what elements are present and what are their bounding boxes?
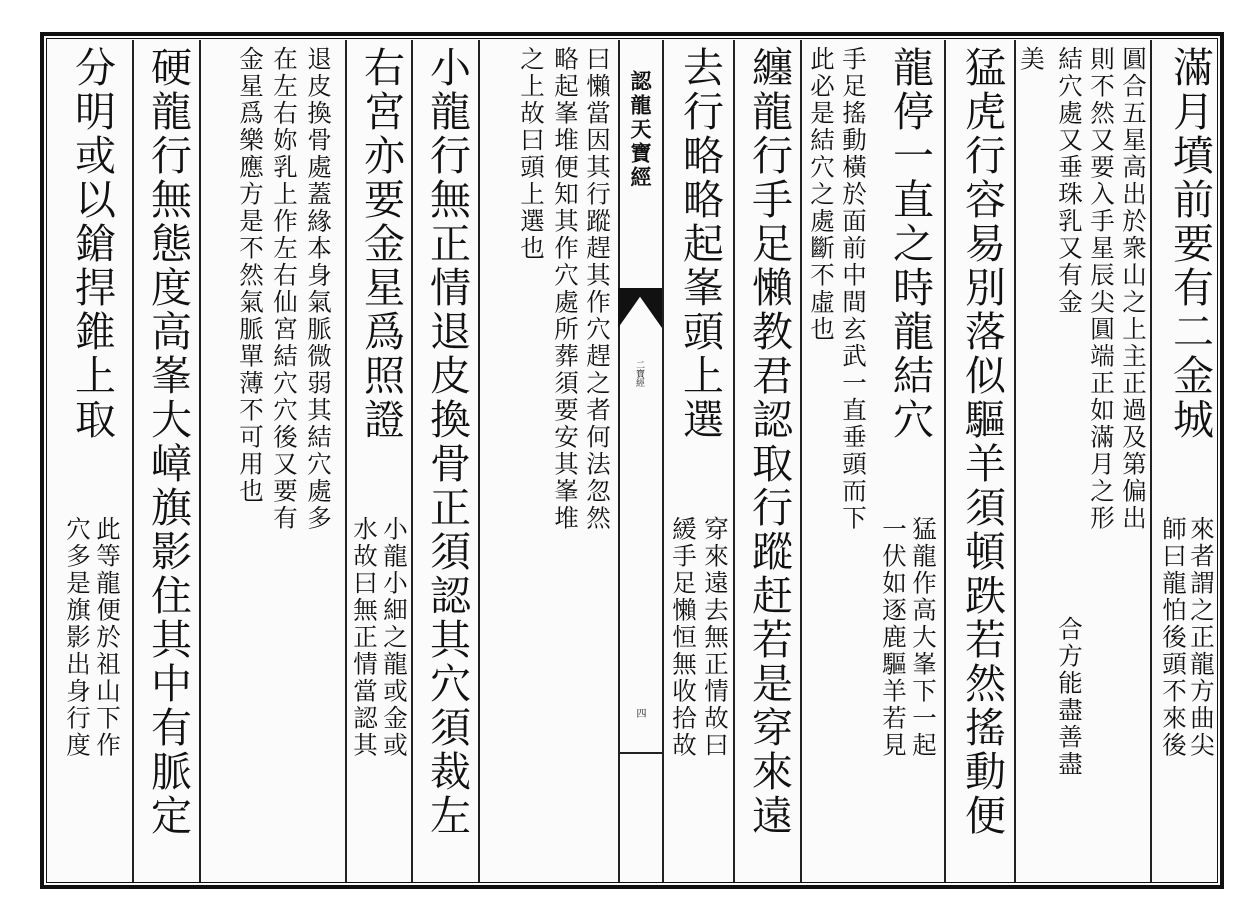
text-column-note [1150, 40, 1218, 880]
main-text: 小龍行無正情退皮換骨正須認其穴須裁左 [423, 46, 471, 838]
annotation-text: 此必是結穴之處斷不虛也 [807, 46, 836, 343]
annotation-text: 猛龍作高大峯下一起 [909, 516, 938, 759]
main-text: 纏龍行手足懶教君認取行蹤赶若是穿來遠 [745, 46, 793, 838]
fish-tail-mark [618, 288, 662, 328]
text-column [48, 40, 132, 880]
annotation-text: 在左右妳乳上作左右仙宮結穴穴後又要有 [270, 46, 299, 532]
annotation-column [800, 40, 870, 880]
annotation-text: 穿來遠去無正情故曰 [701, 516, 730, 759]
center-fold [618, 40, 662, 882]
annotation-text: 一伏如逐鹿驅羊若見 [879, 516, 908, 759]
annotation-column [1014, 40, 1044, 880]
fold-divider [618, 752, 662, 754]
book-title: 認龍天寶經 [628, 70, 653, 190]
annotation-text: 結穴處又垂珠乳又有金 [1055, 46, 1084, 316]
annotation-text: 來者謂之正龍方曲尖 [1187, 516, 1216, 759]
main-text: 滿月墳前要有二金城 [1166, 46, 1214, 442]
annotation-column [199, 40, 345, 880]
annotation-text: 合方能盡善盡 [1055, 616, 1084, 778]
annotation-text: 退皮換骨處蓋緣本身氣脈微弱其結穴處多 [304, 46, 333, 532]
annotation-text: 小龍小細之龍或金或 [380, 516, 409, 759]
annotation-text: 圓合五星高出於衆山之上主正過及第偏出 [1119, 46, 1148, 532]
fold-abbreviation: 二寶經 [634, 360, 644, 387]
annotation-text: 手足搖動橫於面前中間玄武一直垂頭而下 [839, 46, 868, 532]
text-column [733, 40, 800, 880]
annotation-text: 水故曰無正情當認其 [350, 516, 379, 759]
text-column [345, 40, 411, 880]
annotation-text: 穴多是旗影出身行度 [63, 516, 92, 759]
text-column [411, 40, 478, 880]
text-column [870, 40, 944, 880]
main-text: 硬龍行無態度高峯大嶂旗影住其中有脈定 [144, 46, 192, 838]
annotation-text: 此等龍便於祖山下作 [93, 516, 122, 759]
annotation-text: 曰懶當因其行蹤趕其作穴趕之者何法忽然 [583, 46, 612, 532]
main-text: 龍停一直之時龍結穴 [886, 46, 934, 442]
main-text: 猛虎行容易別落似驅羊須頓跌若然搖動便 [958, 46, 1006, 838]
annotation-text: 美 [1017, 46, 1046, 73]
annotation-text: 則不然又要入手星辰尖圓端正如滿月之形 [1087, 46, 1116, 532]
annotation-text: 金星爲樂應方是不然氣脈單薄不可用也 [236, 46, 265, 505]
text-column [944, 40, 1014, 880]
main-text: 右宮亦要金星爲照證 [357, 46, 405, 442]
annotation-text: 略起峯堆便知其作穴處所葬須要安其峯堆 [551, 46, 580, 532]
text-column [132, 40, 199, 880]
text-column [662, 40, 733, 880]
annotation-column [478, 40, 618, 880]
main-text: 分明或以鎗捍錐上取 [68, 46, 116, 442]
main-text: 去行略略起峯頭上選 [676, 46, 724, 442]
annotation-text: 之上故曰頭上選也 [517, 46, 546, 262]
annotation-text: 緩手足懶恒無收拾故 [669, 516, 698, 759]
annotation-text: 師曰龍怕後頭不來後 [1159, 516, 1188, 759]
page-number: 四 [634, 708, 645, 718]
